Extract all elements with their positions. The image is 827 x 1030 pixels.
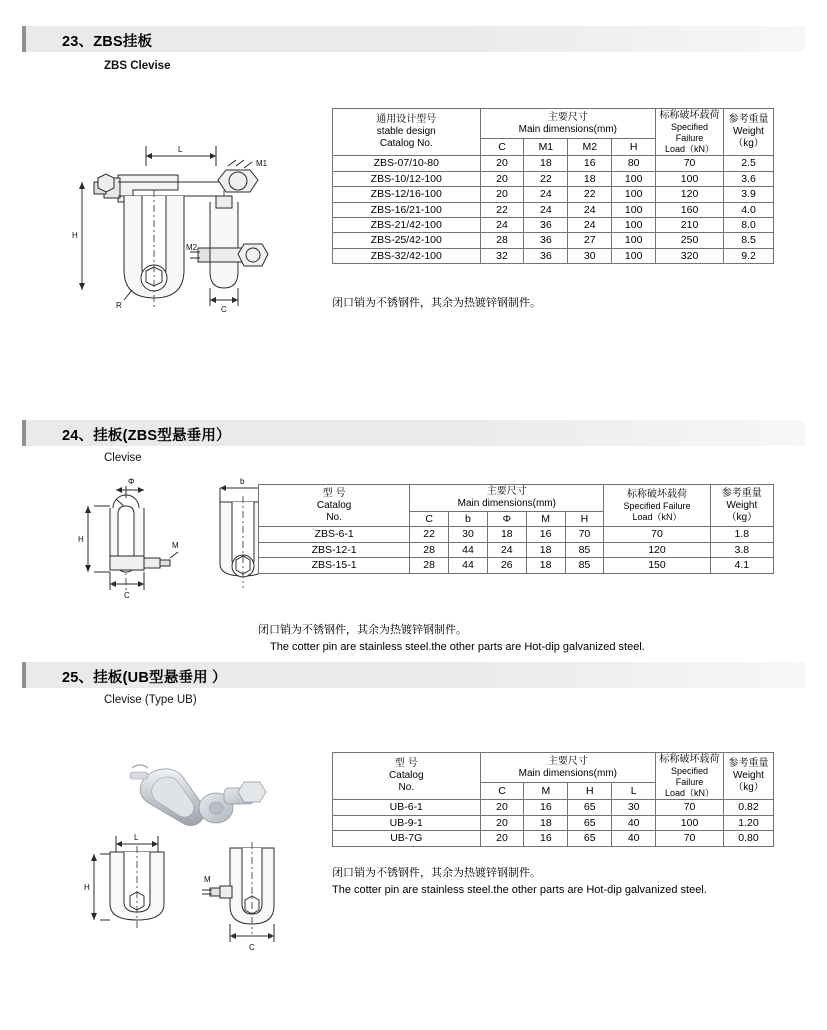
cell-dim: 22 bbox=[524, 171, 568, 186]
header-weight: 参考重量 Weight （kg） bbox=[724, 753, 774, 800]
cell-catalog: ZBS-6-1 bbox=[259, 527, 410, 542]
section-header-25 bbox=[22, 662, 805, 688]
cell-dim: 44 bbox=[449, 542, 488, 557]
note-24-en: The cotter pin are stainless steel.the other parts are Hot-dip galvanized steel. bbox=[270, 641, 645, 653]
cell-dim: 24 bbox=[568, 217, 612, 232]
cell-load: 120 bbox=[656, 187, 724, 202]
cell-dim: 18 bbox=[524, 156, 568, 171]
dim-label-M: M bbox=[172, 541, 179, 550]
cell-catalog: UB-9-1 bbox=[333, 815, 481, 830]
cell-weight: 3.8 bbox=[710, 542, 773, 557]
header-dim-c: C bbox=[480, 783, 524, 800]
cell-dim: 65 bbox=[568, 800, 612, 815]
cell-dim: 16 bbox=[524, 831, 568, 846]
dim-label-H: H bbox=[84, 883, 90, 892]
cell-dim: 40 bbox=[612, 831, 656, 846]
table-row bbox=[333, 217, 774, 232]
cell-dim: 22 bbox=[568, 187, 612, 202]
section-accent-bar bbox=[22, 662, 26, 688]
cell-weight: 3.6 bbox=[724, 171, 774, 186]
cell-weight: 8.5 bbox=[724, 233, 774, 248]
cell-dim: 70 bbox=[565, 527, 604, 542]
cell-catalog: ZBS-12/16-100 bbox=[333, 187, 481, 202]
cell-dim: 26 bbox=[487, 558, 526, 573]
cell-catalog: ZBS-25/42-100 bbox=[333, 233, 481, 248]
cell-dim: 85 bbox=[565, 542, 604, 557]
header-dim-h: H bbox=[568, 783, 612, 800]
cell-dim: 32 bbox=[480, 248, 524, 263]
table-row bbox=[333, 831, 774, 846]
figure-ub-clevis-drawing bbox=[80, 828, 320, 958]
cell-dim: 20 bbox=[480, 187, 524, 202]
cell-dim: 22 bbox=[480, 202, 524, 217]
dim-label-L: L bbox=[178, 145, 183, 154]
section-number-25: 25、 bbox=[62, 670, 94, 686]
header-dim-h: H bbox=[612, 139, 656, 156]
header-load: 标称破坏载荷 Specified Failure Load（kN） bbox=[604, 485, 710, 527]
cell-dim: 20 bbox=[480, 831, 524, 846]
cell-catalog: ZBS-10/12-100 bbox=[333, 171, 481, 186]
cell-dim: 100 bbox=[612, 187, 656, 202]
cell-dim: 20 bbox=[480, 171, 524, 186]
cell-dim: 20 bbox=[480, 800, 524, 815]
cell-dim: 18 bbox=[568, 171, 612, 186]
dim-label-L: L bbox=[134, 833, 139, 842]
section-accent-bar bbox=[22, 420, 26, 446]
note-25-cn: 闭口销为不锈钢件，其余为热镀锌钢制件。 bbox=[332, 867, 541, 879]
cell-weight: 0.82 bbox=[724, 800, 774, 815]
table-header-row bbox=[333, 109, 774, 139]
table-row bbox=[333, 156, 774, 171]
cell-weight: 8.0 bbox=[724, 217, 774, 232]
cell-dim: 30 bbox=[568, 248, 612, 263]
header-weight: 参考重量 Weight （kg） bbox=[710, 485, 773, 527]
header-load: 标称破坏载荷 Specified Failure Load（kN） bbox=[656, 109, 724, 156]
cell-dim: 16 bbox=[524, 800, 568, 815]
cell-dim: 18 bbox=[526, 542, 565, 557]
spec-table-23 bbox=[332, 108, 774, 264]
section-subtitle-25: Clevise (Type UB) bbox=[104, 694, 197, 706]
cell-weight: 2.5 bbox=[724, 156, 774, 171]
header-dim-phi: Φ bbox=[487, 512, 526, 527]
header-dim-m: M bbox=[526, 512, 565, 527]
cell-weight: 1.8 bbox=[710, 527, 773, 542]
cell-dim: 28 bbox=[410, 558, 449, 573]
cell-weight: 4.1 bbox=[710, 558, 773, 573]
cell-catalog: ZBS-15-1 bbox=[259, 558, 410, 573]
header-catalog: 型 号 Catalog No. bbox=[259, 485, 410, 527]
dim-label-M: M bbox=[204, 875, 211, 884]
section-title-25 bbox=[62, 666, 227, 687]
cell-weight: 0.80 bbox=[724, 831, 774, 846]
table-row bbox=[333, 187, 774, 202]
cell-dim: 16 bbox=[526, 527, 565, 542]
section-number-23: 23、 bbox=[62, 34, 94, 50]
table-row bbox=[333, 815, 774, 830]
cell-dim: 18 bbox=[524, 815, 568, 830]
cell-dim: 36 bbox=[524, 217, 568, 232]
section-number-24: 24、 bbox=[62, 428, 94, 444]
header-dim-m: M bbox=[524, 783, 568, 800]
cell-dim: 65 bbox=[568, 831, 612, 846]
cell-dim: 36 bbox=[524, 248, 568, 263]
section-accent-bar bbox=[22, 26, 26, 52]
cell-dim: 44 bbox=[449, 558, 488, 573]
dim-label-C: C bbox=[221, 305, 227, 314]
header-weight: 参考重量 Weight （kg） bbox=[724, 109, 774, 156]
table-row bbox=[259, 542, 774, 557]
cell-catalog: ZBS-21/42-100 bbox=[333, 217, 481, 232]
section-title-cn-25: 挂板(UB型悬垂用 ） bbox=[93, 670, 227, 686]
cell-dim: 24 bbox=[487, 542, 526, 557]
cell-load: 250 bbox=[656, 233, 724, 248]
table-row bbox=[333, 800, 774, 815]
section-title-cn-24: 挂板(ZBS型悬垂用） bbox=[93, 428, 231, 444]
cell-weight: 9.2 bbox=[724, 248, 774, 263]
cell-catalog: UB-7G bbox=[333, 831, 481, 846]
dim-label-M2: M2 bbox=[186, 243, 198, 252]
cell-dim: 40 bbox=[612, 815, 656, 830]
cell-load: 160 bbox=[656, 202, 724, 217]
figure-ub-clevis-photo bbox=[120, 758, 300, 838]
cell-dim: 22 bbox=[410, 527, 449, 542]
section-header-23 bbox=[22, 26, 805, 52]
dim-label-b: b bbox=[240, 477, 245, 486]
cell-dim: 24 bbox=[480, 217, 524, 232]
cell-dim: 30 bbox=[612, 800, 656, 815]
note-24-cn: 闭口销为不锈钢件，其余为热镀锌钢制件。 bbox=[258, 624, 467, 636]
cell-load: 210 bbox=[656, 217, 724, 232]
cell-load: 100 bbox=[656, 171, 724, 186]
cell-dim: 28 bbox=[410, 542, 449, 557]
cell-dim: 36 bbox=[524, 233, 568, 248]
header-dim-c: C bbox=[480, 139, 524, 156]
cell-dim: 20 bbox=[480, 815, 524, 830]
cell-load: 70 bbox=[656, 831, 724, 846]
cell-dim: 18 bbox=[487, 527, 526, 542]
cell-catalog: ZBS-32/42-100 bbox=[333, 248, 481, 263]
header-dim-c: C bbox=[410, 512, 449, 527]
spec-table-25 bbox=[332, 752, 774, 847]
cell-load: 70 bbox=[604, 527, 710, 542]
cell-dim: 100 bbox=[612, 248, 656, 263]
table-row bbox=[259, 558, 774, 573]
section-title-23 bbox=[62, 30, 152, 51]
table-header-row bbox=[259, 485, 774, 512]
cell-dim: 100 bbox=[612, 233, 656, 248]
header-dim-h: H bbox=[565, 512, 604, 527]
figure-zbs-clevis bbox=[58, 130, 308, 320]
section-header-24 bbox=[22, 420, 805, 446]
cell-dim: 100 bbox=[612, 217, 656, 232]
cell-catalog: ZBS-12-1 bbox=[259, 542, 410, 557]
cell-load: 320 bbox=[656, 248, 724, 263]
table-header-row bbox=[333, 753, 774, 783]
note-25-en: The cotter pin are stainless steel.the other parts are Hot-dip galvanized steel. bbox=[332, 884, 707, 896]
cell-weight: 4.0 bbox=[724, 202, 774, 217]
cell-catalog: UB-6-1 bbox=[333, 800, 481, 815]
cell-dim: 65 bbox=[568, 815, 612, 830]
header-dim-m1: M1 bbox=[524, 139, 568, 156]
dim-label-R: R bbox=[116, 301, 122, 310]
cell-catalog: ZBS-07/10-80 bbox=[333, 156, 481, 171]
dim-label-H: H bbox=[78, 535, 84, 544]
cell-dim: 100 bbox=[612, 202, 656, 217]
dim-label-phi: Φ bbox=[128, 477, 135, 486]
note-23-cn: 闭口销为不锈钢件，其余为热镀锌钢制件。 bbox=[332, 297, 541, 309]
dim-label-M1: M1 bbox=[256, 159, 268, 168]
header-dimensions: 主要尺寸 Main dimensions(mm) bbox=[410, 485, 604, 512]
cell-dim: 16 bbox=[568, 156, 612, 171]
spec-table-24 bbox=[258, 484, 774, 574]
cell-dim: 24 bbox=[524, 187, 568, 202]
header-dim-b: b bbox=[449, 512, 488, 527]
cell-dim: 28 bbox=[480, 233, 524, 248]
table-row bbox=[333, 248, 774, 263]
table-row bbox=[333, 202, 774, 217]
cell-dim: 100 bbox=[612, 171, 656, 186]
table-row bbox=[333, 233, 774, 248]
header-dimensions: 主要尺寸 Main dimensions(mm) bbox=[480, 109, 656, 139]
header-dim-m2: M2 bbox=[568, 139, 612, 156]
cell-load: 150 bbox=[604, 558, 710, 573]
table-row bbox=[333, 171, 774, 186]
cell-catalog: ZBS-16/21-100 bbox=[333, 202, 481, 217]
header-dimensions: 主要尺寸 Main dimensions(mm) bbox=[480, 753, 656, 783]
cell-dim: 30 bbox=[449, 527, 488, 542]
table-row bbox=[259, 527, 774, 542]
header-dim-l: L bbox=[612, 783, 656, 800]
header-catalog: 型 号 Catalog No. bbox=[333, 753, 481, 800]
cell-weight: 3.9 bbox=[724, 187, 774, 202]
cell-dim: 18 bbox=[526, 558, 565, 573]
cell-load: 100 bbox=[656, 815, 724, 830]
section-subtitle-23: ZBS Clevise bbox=[104, 60, 171, 72]
cell-dim: 80 bbox=[612, 156, 656, 171]
section-title-cn-23: ZBS挂板 bbox=[93, 34, 153, 50]
dim-label-H: H bbox=[72, 231, 78, 240]
cell-dim: 85 bbox=[565, 558, 604, 573]
cell-load: 70 bbox=[656, 800, 724, 815]
dim-label-C: C bbox=[124, 591, 130, 600]
cell-load: 120 bbox=[604, 542, 710, 557]
dim-label-C: C bbox=[249, 943, 255, 952]
header-load: 标称破坏载荷 Specified Failure Load（kN） bbox=[656, 753, 724, 800]
cell-dim: 24 bbox=[568, 202, 612, 217]
cell-dim: 20 bbox=[480, 156, 524, 171]
header-catalog: 通用设计型号 stable design Catalog No. bbox=[333, 109, 481, 156]
section-subtitle-24: Clevise bbox=[104, 452, 142, 464]
cell-load: 70 bbox=[656, 156, 724, 171]
cell-dim: 27 bbox=[568, 233, 612, 248]
cell-weight: 1.20 bbox=[724, 815, 774, 830]
cell-dim: 24 bbox=[524, 202, 568, 217]
section-title-24 bbox=[62, 424, 231, 445]
